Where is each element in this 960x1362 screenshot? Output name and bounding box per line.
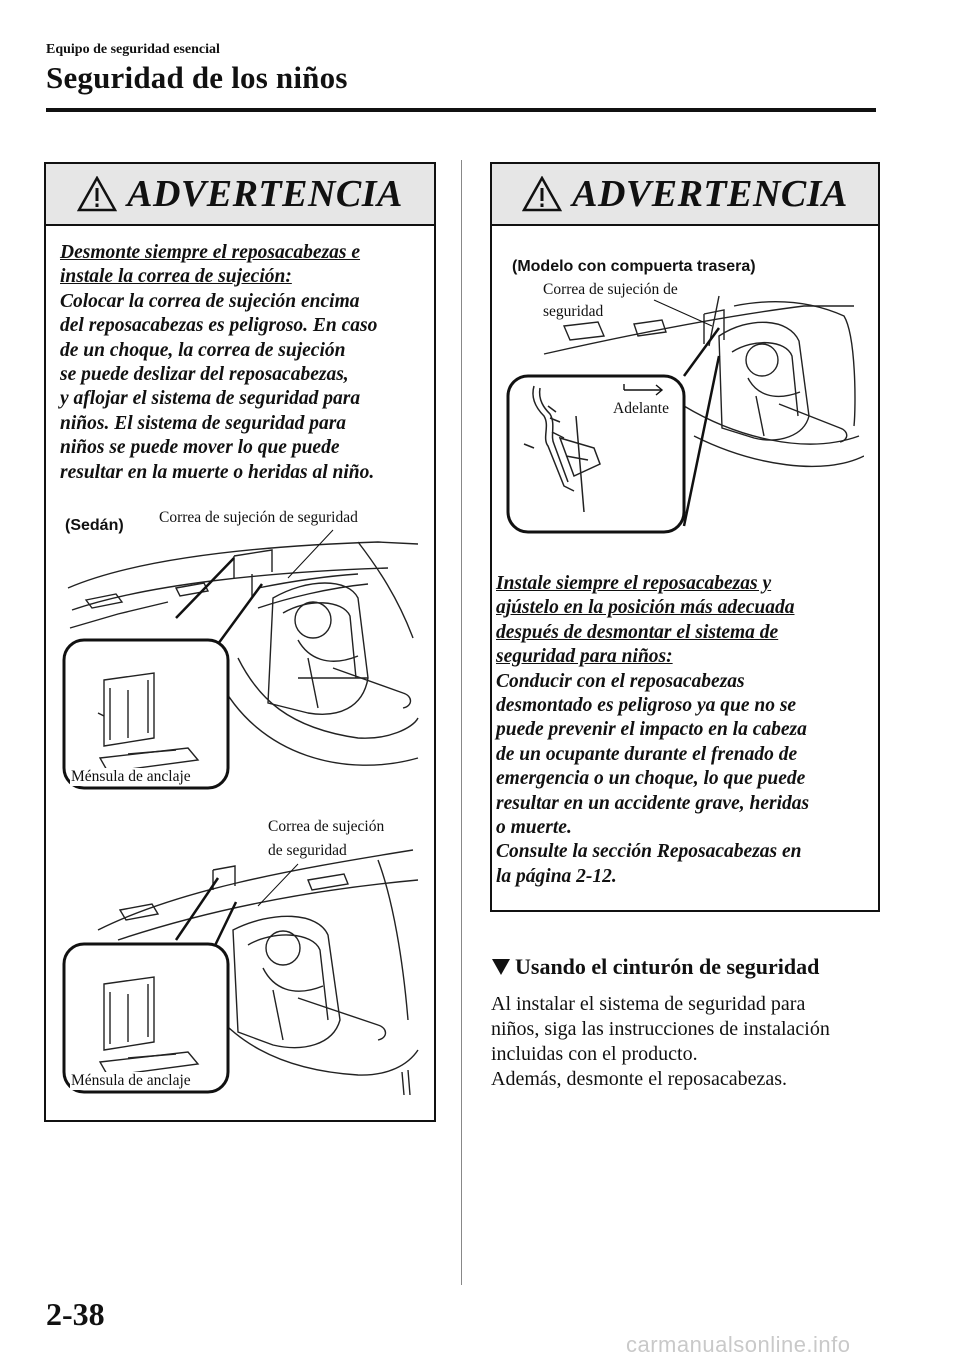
right-warning-header: [492, 164, 878, 226]
left-warning-header: [46, 164, 434, 226]
left-warning-body-line: de un choque, la correa de sujeción: [60, 339, 346, 361]
right-warning-body-line: Conducir con el reposacabezas: [496, 670, 745, 692]
sedan-model-label: (Sedán): [65, 517, 124, 534]
seatbelt-body-line: Además, desmonte el reposacabezas.: [491, 1068, 787, 1090]
seatbelt-body: [491, 992, 830, 1092]
sedan-child-seat-illustration: [58, 528, 426, 798]
title-rule: [46, 108, 876, 112]
left-warning-body-line: niños se puede mover lo que puede: [60, 437, 340, 459]
alt-bracket-label: Ménsula de anclaje: [71, 1072, 191, 1089]
warning-triangle-icon: [522, 176, 562, 212]
left-warning-heading-line: Desmonte siempre el reposacabezas e: [60, 242, 361, 263]
left-warning-heading-line: instale la correa de sujeción:: [60, 266, 292, 288]
alt-strap-label-line2: de seguridad: [268, 842, 347, 859]
right-warning-heading-line: ajústelo en la posición más adecuada: [496, 597, 795, 619]
seatbelt-heading: [491, 954, 819, 980]
seatbelt-body-line: Al instalar el sistema de seguridad para: [491, 993, 806, 1015]
sedan-child-seat-illustration-alt: [58, 840, 426, 1100]
seatbelt-heading-text: Usando el cinturón de seguridad: [515, 954, 820, 979]
right-warning-heading-line: Instale siempre el reposacabezas y: [496, 573, 772, 594]
right-warning-title: ADVERTENCIA: [572, 173, 848, 215]
right-warning-text: [496, 572, 809, 889]
right-warning-heading-line: después de desmontar el sistema de: [496, 621, 779, 643]
hatchback-model-label: (Modelo con compuerta trasera): [512, 258, 756, 275]
left-warning-body-line: resultar en la muerte o heridas al niño.: [60, 461, 375, 483]
left-warning-body-line: y aflojar el sistema de seguridad para: [60, 388, 361, 410]
hatchback-strap-label-line2: seguridad: [543, 303, 604, 320]
section-label: Equipo de seguridad esencial: [46, 42, 220, 57]
right-warning-body-line: resultar en un accidente grave, heridas: [496, 792, 810, 814]
sedan-strap-label: Correa de sujeción de seguridad: [159, 509, 358, 526]
warning-triangle-icon: [77, 176, 117, 212]
right-warning-body-line: puede prevenir el impacto en la cabeza: [496, 719, 807, 741]
hatchback-strap-label-line1: Correa de sujeción de: [543, 281, 678, 298]
right-warning-body-line: la página 2-12.: [496, 865, 617, 887]
right-warning-body-line: Consulte la sección Reposacabezas en: [496, 841, 802, 863]
seatbelt-body-line: incluidas con el producto.: [491, 1043, 698, 1065]
right-warning-heading-line: seguridad para niños:: [496, 646, 673, 668]
left-warning-body-line: Colocar la correa de sujeción encima: [60, 290, 360, 312]
watermark-logo: carmanualsonline.info: [626, 1332, 851, 1357]
left-warning-body-line: del reposacabezas es peligroso. En caso: [60, 315, 378, 337]
left-warning-body-line: niños. El sistema de seguridad para: [60, 412, 347, 434]
left-warning-body-line: se puede deslizar del reposacabezas,: [60, 364, 349, 386]
column-divider: [461, 160, 462, 1285]
seatbelt-body-line: niños, siga las instrucciones de instalación: [491, 1018, 830, 1040]
alt-strap-label-line1: Correa de sujeción: [268, 818, 385, 835]
left-warning-title: ADVERTENCIA: [127, 173, 403, 215]
left-warning-text: [60, 241, 377, 485]
page-title: Seguridad de los niños: [46, 60, 348, 95]
forward-label: Adelante: [613, 400, 669, 417]
right-warning-body-line: o muerte.: [496, 817, 572, 839]
right-warning-body-line: desmontado es peligroso ya que no se: [496, 695, 797, 717]
right-warning-body-line: emergencia o un choque, lo que puede: [496, 768, 806, 790]
page-number: 2-38: [46, 1296, 105, 1332]
down-triangle-icon: [491, 958, 511, 976]
right-warning-body-line: de un ocupante durante el frenado de: [496, 743, 798, 765]
sedan-bracket-label: Ménsula de anclaje: [71, 768, 191, 785]
